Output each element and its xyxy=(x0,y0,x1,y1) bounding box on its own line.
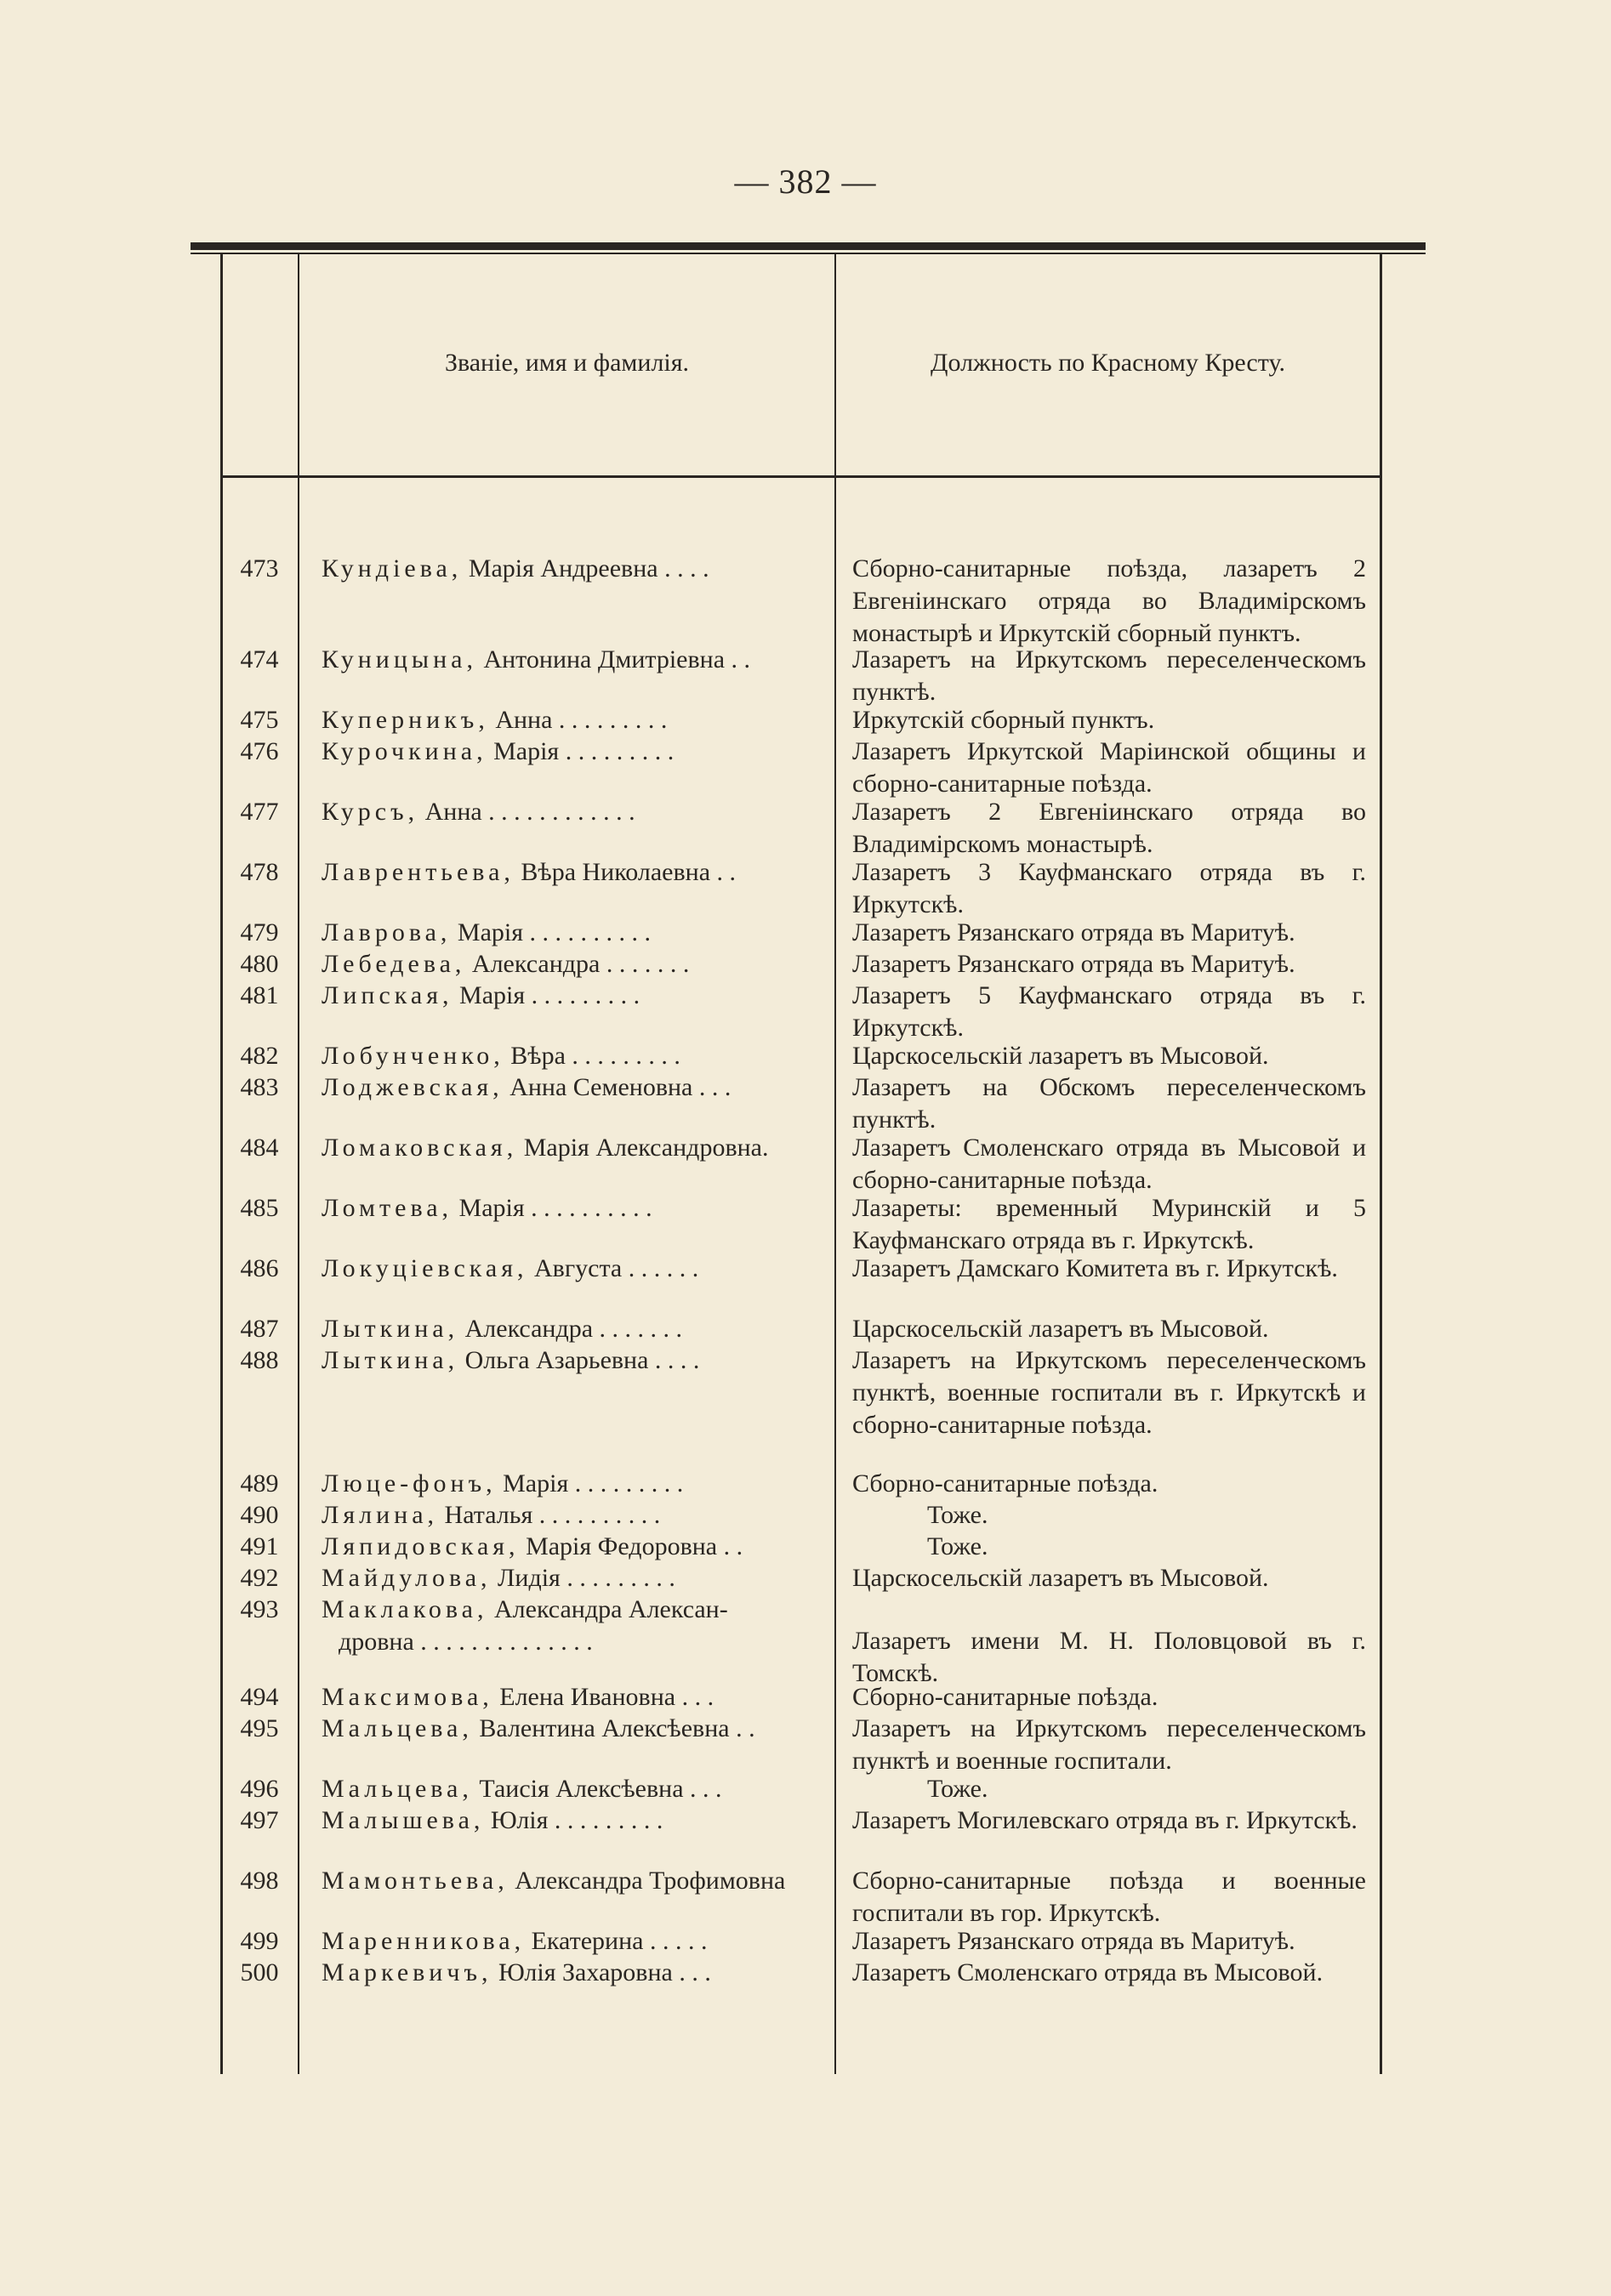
row-number: 491 xyxy=(240,1532,279,1560)
row-name xyxy=(322,1040,823,1072)
surname: Лыткина, xyxy=(322,1346,459,1374)
given-name: Марія . . . . . . . . . xyxy=(453,981,640,1009)
row-number: 490 xyxy=(240,1501,279,1529)
given-name: Анна Семеновна . . . xyxy=(503,1073,731,1101)
row-post: Сборно-санитарные поѣзда. xyxy=(852,1683,1158,1711)
surname: Маклакова, xyxy=(322,1595,488,1623)
row-name xyxy=(322,1562,823,1594)
row-number: 484 xyxy=(240,1134,279,1162)
row-name xyxy=(322,1713,823,1745)
row-post: Лазаретъ Рязанскаго отряда въ Маритуѣ. xyxy=(852,1927,1295,1955)
row-post: Царскосельскій лазаретъ въ Мысовой. xyxy=(852,1564,1269,1592)
row-number: 498 xyxy=(240,1867,279,1895)
row-name xyxy=(322,1499,823,1532)
row-post: Лазаретъ на Иркутскомъ переселенческомъ пунктѣ и военные госпитали. xyxy=(852,1714,1366,1775)
given-name: Марія Андреевна . . . . xyxy=(462,554,709,583)
row-name xyxy=(322,856,823,889)
row-number: 489 xyxy=(240,1469,279,1498)
row-name xyxy=(322,1468,823,1500)
row-number: 492 xyxy=(240,1564,279,1592)
row-name xyxy=(322,553,823,585)
surname: Маркевичъ, xyxy=(322,1958,492,1986)
row-post: Лазаретъ Дамскаго Комитета въ г. Иркутскѣ. xyxy=(852,1254,1338,1282)
row-name xyxy=(322,644,823,676)
row-number: 486 xyxy=(240,1254,279,1282)
row-number: 497 xyxy=(240,1806,279,1834)
given-name: Екатерина . . . . . xyxy=(525,1927,708,1955)
given-name: Таисія Алексѣевна . . . xyxy=(472,1775,722,1803)
row-name xyxy=(322,1253,823,1285)
row-number: 474 xyxy=(240,645,279,673)
surname: Лыткина, xyxy=(322,1315,459,1343)
row-number: 488 xyxy=(240,1346,279,1374)
row-name xyxy=(322,736,823,768)
given-name: Наталья . . . . . . . . . . xyxy=(438,1501,661,1529)
surname: Лоджевская, xyxy=(322,1073,504,1101)
given-name: Августа . . . . . . xyxy=(527,1254,699,1282)
row-post: Лазаретъ на Иркутскомъ переселенческомъ пунктѣ, военные госпитали въ г. Иркутскѣ и сборно-санитарные поѣзда. xyxy=(852,1346,1366,1439)
row-post: Лазареты: временный Муринскій и 5 Кауфманскаго отряда въ г. Иркутскѣ. xyxy=(852,1194,1366,1254)
surname: Локуціевская, xyxy=(322,1254,528,1282)
column-header-post: Должность по Красному Кресту. xyxy=(931,349,1285,377)
row-number: 482 xyxy=(240,1042,279,1070)
row-number: 478 xyxy=(240,858,279,886)
given-name: Александра . . . . . . . xyxy=(458,1315,683,1343)
surname: Кундіева, xyxy=(322,554,463,583)
surname: Куперникъ, xyxy=(322,706,489,734)
row-post: Лазаретъ Смоленскаго отряда въ Мысовой. xyxy=(852,1958,1324,1986)
surname: Лялина, xyxy=(322,1501,439,1529)
row-name xyxy=(322,1925,823,1958)
row-post: Тоже. xyxy=(927,1775,988,1803)
row-number: 473 xyxy=(240,554,279,583)
surname: Ломтева, xyxy=(322,1194,453,1222)
row-name xyxy=(322,796,823,828)
row-post: Лазаретъ 2 Евгеніинскаго отряда во Владимірскомъ монастырѣ. xyxy=(852,798,1366,858)
row-post: Лазаретъ Иркутской Маріинской общины и сборно-санитарные поѣзда. xyxy=(852,737,1366,798)
row-name xyxy=(322,917,823,949)
row-name xyxy=(322,1681,823,1713)
row-post: Лазаретъ на Обскомъ переселенческомъ пунктѣ. xyxy=(852,1073,1366,1134)
row-post: Лазаретъ Рязанскаго отряда въ Маритуѣ. xyxy=(852,918,1295,946)
surname: Лобунченко, xyxy=(322,1042,504,1070)
row-number: 494 xyxy=(240,1683,279,1711)
row-number: 485 xyxy=(240,1194,279,1222)
row-post: Сборно-санитарные поѣзда и военные госпитали въ гор. Иркутскѣ. xyxy=(852,1867,1366,1927)
surname: Ляпидовская, xyxy=(322,1532,520,1560)
row-name xyxy=(322,1773,823,1805)
row-number: 476 xyxy=(240,737,279,765)
row-post: Лазаретъ 5 Кауфманскаго отряда въ г. Иркутскѣ. xyxy=(852,981,1366,1042)
given-name: Юлія Захаровна . . . xyxy=(492,1958,711,1986)
row-post: Лазаретъ на Иркутскомъ переселенческомъ пунктѣ. xyxy=(852,645,1366,706)
given-name: Лидія . . . . . . . . . xyxy=(491,1564,675,1592)
row-number: 500 xyxy=(240,1958,279,1986)
given-name: Марія Александровна. xyxy=(517,1134,769,1162)
row-post: Тоже. xyxy=(927,1501,988,1529)
row-name xyxy=(322,1804,823,1837)
given-name: Вѣра . . . . . . . . . xyxy=(504,1042,680,1070)
surname: Курсъ, xyxy=(322,798,419,826)
row-post: Сборно-санитарные поѣзда, лазаретъ 2 Евгеніинскаго отряда во Владимірскомъ монастырѣ и Иркутскій сборный пунктъ. xyxy=(852,554,1366,647)
row-post: Тоже. xyxy=(927,1532,988,1560)
given-name: Александра . . . . . . . xyxy=(465,950,690,978)
row-post: Царскосельскій лазаретъ въ Мысовой. xyxy=(852,1042,1269,1070)
row-number: 493 xyxy=(240,1595,279,1623)
surname: Максимова, xyxy=(322,1683,493,1711)
page-number: — 382 — xyxy=(734,162,877,201)
row-name xyxy=(322,1313,823,1345)
given-name: Марія . . . . . . . . . xyxy=(496,1469,684,1498)
surname: Липская, xyxy=(322,981,453,1009)
surname: Люце-фонъ, xyxy=(322,1469,497,1498)
row-post: Лазаретъ имени М. Н. Половцовой въ г. Томскѣ. xyxy=(852,1627,1366,1687)
row-number: 487 xyxy=(240,1315,279,1343)
given-name: Валентина Алексѣевна . . xyxy=(472,1714,755,1742)
row-name xyxy=(322,1344,823,1377)
row-number: 475 xyxy=(240,706,279,734)
given-name: Вѣра Николаевна . . xyxy=(514,858,737,886)
given-name: Марія . . . . . . . . . . xyxy=(453,1194,652,1222)
row-post: Лазаретъ Смоленскаго отряда въ Мысовой и сборно-санитарные поѣзда. xyxy=(852,1134,1366,1194)
surname: Майдулова, xyxy=(322,1564,492,1592)
row-number: 481 xyxy=(240,981,279,1009)
surname: Куницына, xyxy=(322,645,477,673)
row-post: Сборно-санитарные поѣзда. xyxy=(852,1469,1158,1498)
row-number: 496 xyxy=(240,1775,279,1803)
row-name xyxy=(322,1132,823,1164)
row-number: 495 xyxy=(240,1714,279,1742)
surname: Лаврентьева, xyxy=(322,858,515,886)
row-name xyxy=(322,1531,823,1563)
row-post: Лазаретъ Могилевскаго отряда въ г. Иркутскѣ. xyxy=(852,1806,1358,1834)
row-name xyxy=(322,1865,823,1897)
surname: Лебедева, xyxy=(322,950,466,978)
given-name: Ольга Азарьевна . . . . xyxy=(458,1346,700,1374)
row-name xyxy=(322,1071,823,1104)
given-name: Анна . . . . . . . . . xyxy=(488,706,668,734)
given-name-continued: дровна . . . . . . . . . . . . . . xyxy=(339,1628,593,1656)
given-name: Александра Алексан- xyxy=(487,1595,728,1623)
row-number: 479 xyxy=(240,918,279,946)
row-number: 483 xyxy=(240,1073,279,1101)
given-name: Александра Трофимовна xyxy=(508,1867,786,1895)
surname: Мамонтьева, xyxy=(322,1867,509,1895)
row-name xyxy=(322,1192,823,1225)
row-name xyxy=(322,1594,823,1658)
row-post: Царскосельскій лазаретъ въ Мысовой. xyxy=(852,1315,1269,1343)
row-name xyxy=(322,1957,823,1989)
surname: Мальцева, xyxy=(322,1714,473,1742)
given-name: Марія . . . . . . . . . . xyxy=(451,918,652,946)
given-name: Юлія . . . . . . . . . xyxy=(484,1806,663,1834)
column-header-name: Званіе, имя и фамилія. xyxy=(444,349,690,377)
row-name xyxy=(322,980,823,1012)
row-number: 477 xyxy=(240,798,279,826)
surname: Мальцева, xyxy=(322,1775,473,1803)
surname: Малышева, xyxy=(322,1806,485,1834)
surname: Маренникова, xyxy=(322,1927,526,1955)
row-name xyxy=(322,948,823,980)
surname: Курочкина, xyxy=(322,737,487,765)
given-name: Елена Ивановна . . . xyxy=(492,1683,714,1711)
row-number: 480 xyxy=(240,950,279,978)
given-name: Анна . . . . . . . . . . . . xyxy=(418,798,635,826)
row-post: Лазаретъ 3 Кауфманскаго отряда въ г. Иркутскѣ. xyxy=(852,858,1366,918)
surname: Ломаковская, xyxy=(322,1134,518,1162)
given-name: Марія Федоровна . . xyxy=(519,1532,743,1560)
given-name: Антонина Дмитріевна . . xyxy=(476,645,751,673)
surname: Лаврова, xyxy=(322,918,452,946)
row-name xyxy=(322,704,823,736)
given-name: Марія . . . . . . . . . xyxy=(487,737,675,765)
row-number: 499 xyxy=(240,1927,279,1955)
row-post: Лазаретъ Рязанскаго отряда въ Маритуѣ. xyxy=(852,950,1295,978)
row-post: Иркутскій сборный пунктъ. xyxy=(852,706,1155,734)
